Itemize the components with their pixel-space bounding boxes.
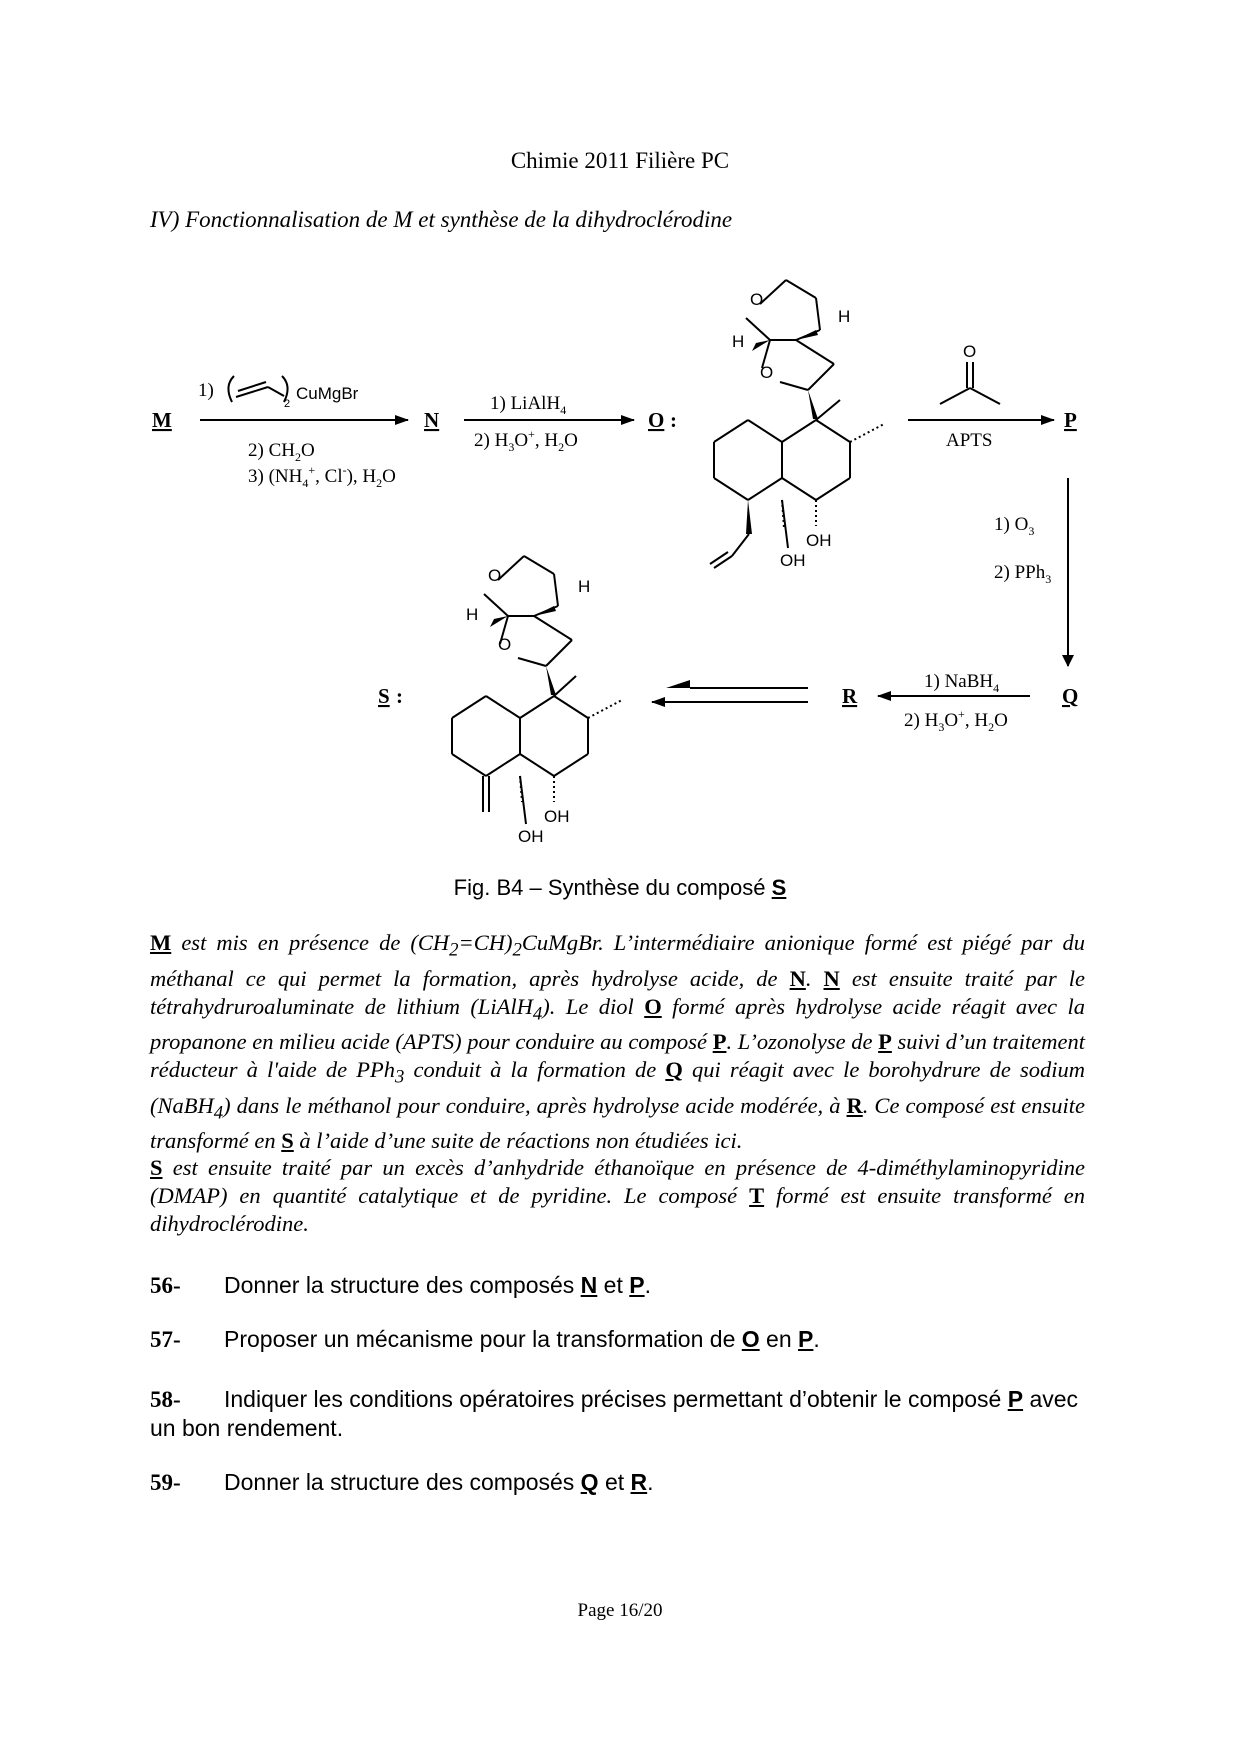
S-acetal-oxygen-top: O (488, 566, 502, 585)
step4-line2: 2) PPh$_3$ (994, 562, 1052, 586)
S-hydroxyl-right: OH (544, 807, 570, 826)
O-hydroxyl-right: OH (806, 531, 832, 550)
question-59: 59- Donner la structure des composés Q et R. (150, 1469, 654, 1495)
page-footer: Page 16/20 (577, 1600, 663, 1621)
question-57: 57- Proposer un mécanisme pour la transformation de O en P. (150, 1326, 820, 1352)
compound-P-label: P (1064, 408, 1077, 432)
page-header: Chimie 2011 Filière PC (510, 148, 730, 173)
compound-R-label: R (842, 684, 858, 708)
O-acetal-oxygen-top: O (750, 290, 764, 309)
S-acetal-h-left: H (466, 605, 479, 624)
arrow-R-to-S-head (666, 680, 690, 688)
step4-line1: 1) $O_3$ (994, 514, 1035, 538)
structure-S (452, 556, 622, 846)
step1-prefix: 1) (198, 380, 214, 401)
step1-line2: 2) $CH_2O$ (248, 440, 315, 464)
section-title: IV) Fonctionnalisation de M et synthèse de la dihydroclérodine (150, 207, 733, 232)
compound-O-label: O (648, 408, 665, 432)
acetone-icon (940, 362, 1000, 404)
vinyl-bracket-icon (228, 376, 287, 402)
paragraph-1: M est mis en présence de $(CH_2=CH)_2CuMgBr$. L’intermédiaire anionique formé est piégé par du méthanal ce qui permet la formation, après hydrolyse acide, de N. N est ensuite traité par le tétrahydruroaluminate de lithium (LiAlH$_4$). Le diol O formé après hydrolyse acide réagit avec la propanone en milieu acide (APTS) pour conduire au composé P. L’ozonolyse de P suivi d’un traitement réducteur à l'aide de PPh$_3$ conduit à la formation de Q qui réagit avec le borohydrure de sodium (NaBH$_4$) dans le méthanol pour conduire, après hydrolyse acide modérée, à R. Ce composé est ensuite transformé en S à l’aide d’une suite de réactions non étudiées ici. (150, 930, 1086, 1153)
compound-M-label: M (152, 408, 172, 432)
S-hydroxyl-left: OH (518, 827, 544, 846)
S-acetal-h-right: H (578, 577, 591, 596)
acetone-oxygen: O (963, 342, 977, 361)
step5-line2: 2) $H_3O^+$, $H_2O$ (904, 707, 1008, 734)
S-acetal-oxygen-bottom: O (498, 635, 512, 654)
paragraph-2: S est ensuite traité par un excès d’anhydride éthanoïque en présence de 4-diméthylaminopyridine (DMAP) en quantité catalytique et de pyridine. Le composé T formé est ensuite transformé en dihydroclérodine. (150, 1155, 1085, 1236)
step1-cuprate: CuMgBr (296, 384, 359, 403)
compound-S-label: S (378, 684, 390, 708)
O-acetal-h-left: H (732, 332, 745, 351)
compound-Q-label: Q (1062, 684, 1079, 708)
O-hydroxyl-left: OH (780, 551, 806, 570)
compound-N-label: N (424, 408, 440, 432)
structure-O (710, 280, 884, 570)
figure-caption: Fig. B4 – Synthèse du composé S (453, 875, 787, 900)
compound-O-colon: : (670, 408, 677, 432)
step1-line3: 3) ($NH_4^+$, Cl-), $H_2O$ (248, 463, 396, 490)
step2-line1: 1) LiAlH$_4$ (490, 393, 567, 417)
O-acetal-oxygen-bottom: O (760, 363, 774, 382)
O-acetal-h-right: H (838, 307, 851, 326)
compound-S-colon: : (396, 684, 403, 708)
step5-line1: 1) NaBH$_4$ (924, 671, 1000, 695)
question-56: 56- Donner la structure des composés N et P. (150, 1272, 651, 1298)
question-58: 58- Indiquer les conditions opératoires précises permettant d’obtenir le composé P avec un bon rendement. (150, 1386, 1079, 1441)
step2-line2: 2) $H_3O^+$, $H_2O$ (474, 427, 578, 454)
step1-bracket-subscript: 2 (284, 398, 291, 410)
step3-catalyst: APTS (946, 430, 993, 451)
